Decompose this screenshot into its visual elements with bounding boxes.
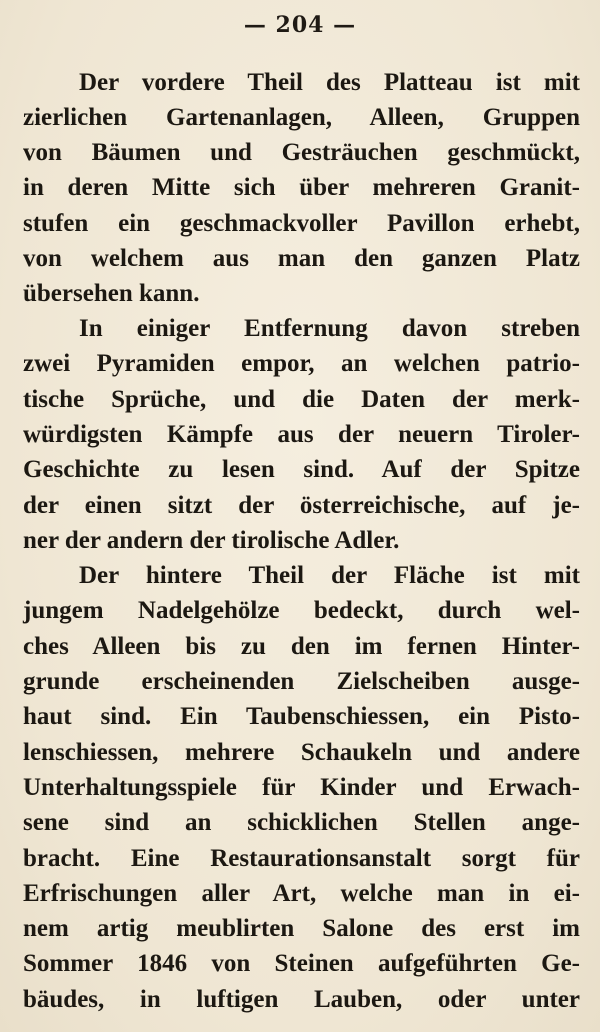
text-line: grunde erscheinenden Zielscheiben ausge- bbox=[23, 668, 580, 695]
text-line: Geschichte zu lesen sind. Auf der Spitze bbox=[23, 456, 580, 483]
text-line: bäudes, in luftigen Lauben, oder unter bbox=[23, 986, 580, 1013]
text-line: würdigsten Kämpfe aus der neuern Tiroler- bbox=[23, 421, 580, 448]
text-line: tische Sprüche, und die Daten der merk- bbox=[23, 386, 580, 413]
text-line: von Bäumen und Gesträuchen geschmückt, bbox=[23, 139, 580, 166]
text-line: von welchem aus man den ganzen Platz bbox=[23, 245, 580, 272]
text-line: der einen sitzt der österreichische, auf je- bbox=[23, 492, 580, 519]
text-line: Der vordere Theil des Platteau ist mit bbox=[79, 69, 580, 96]
text-line: zierlichen Gartenanlagen, Alleen, Gruppen bbox=[23, 104, 580, 131]
text-line: sene sind an schicklichen Stellen ange- bbox=[23, 809, 580, 836]
text-line: zwei Pyramiden empor, an welchen patrio- bbox=[23, 350, 580, 377]
text-line: Unterhaltungsspiele für Kinder und Erwach- bbox=[23, 774, 580, 801]
text-line: lenschiessen, mehrere Schaukeln und andere bbox=[23, 739, 580, 766]
text-line: jungem Nadelgehölze bedeckt, durch wel- bbox=[23, 597, 580, 624]
text-line: bracht. Eine Restaurationsanstalt sorgt für bbox=[23, 845, 580, 872]
text-line: In einiger Entfernung davon streben bbox=[79, 315, 580, 342]
text-line: übersehen kann. bbox=[23, 280, 200, 307]
page-number: — 204 — bbox=[243, 12, 357, 38]
text-line: Sommer 1846 von Steinen aufgeführten Ge- bbox=[23, 950, 580, 977]
text-line: haut sind. Ein Taubenschiessen, ein Pisto- bbox=[23, 703, 580, 730]
text-line: Erfrischungen aller Art, welche man in ei- bbox=[23, 880, 580, 907]
text-line: Der hintere Theil der Fläche ist mit bbox=[79, 562, 580, 589]
text-line: in deren Mitte sich über mehreren Granit- bbox=[23, 174, 580, 201]
text-line: ches Alleen bis zu den im fernen Hinter- bbox=[23, 633, 580, 660]
text-line: stufen ein geschmackvoller Pavillon erhebt, bbox=[23, 210, 580, 237]
text-line: ner der andern der tirolische Adler. bbox=[23, 527, 400, 554]
text-line: nem artig meublirten Salone des erst im bbox=[23, 915, 580, 942]
